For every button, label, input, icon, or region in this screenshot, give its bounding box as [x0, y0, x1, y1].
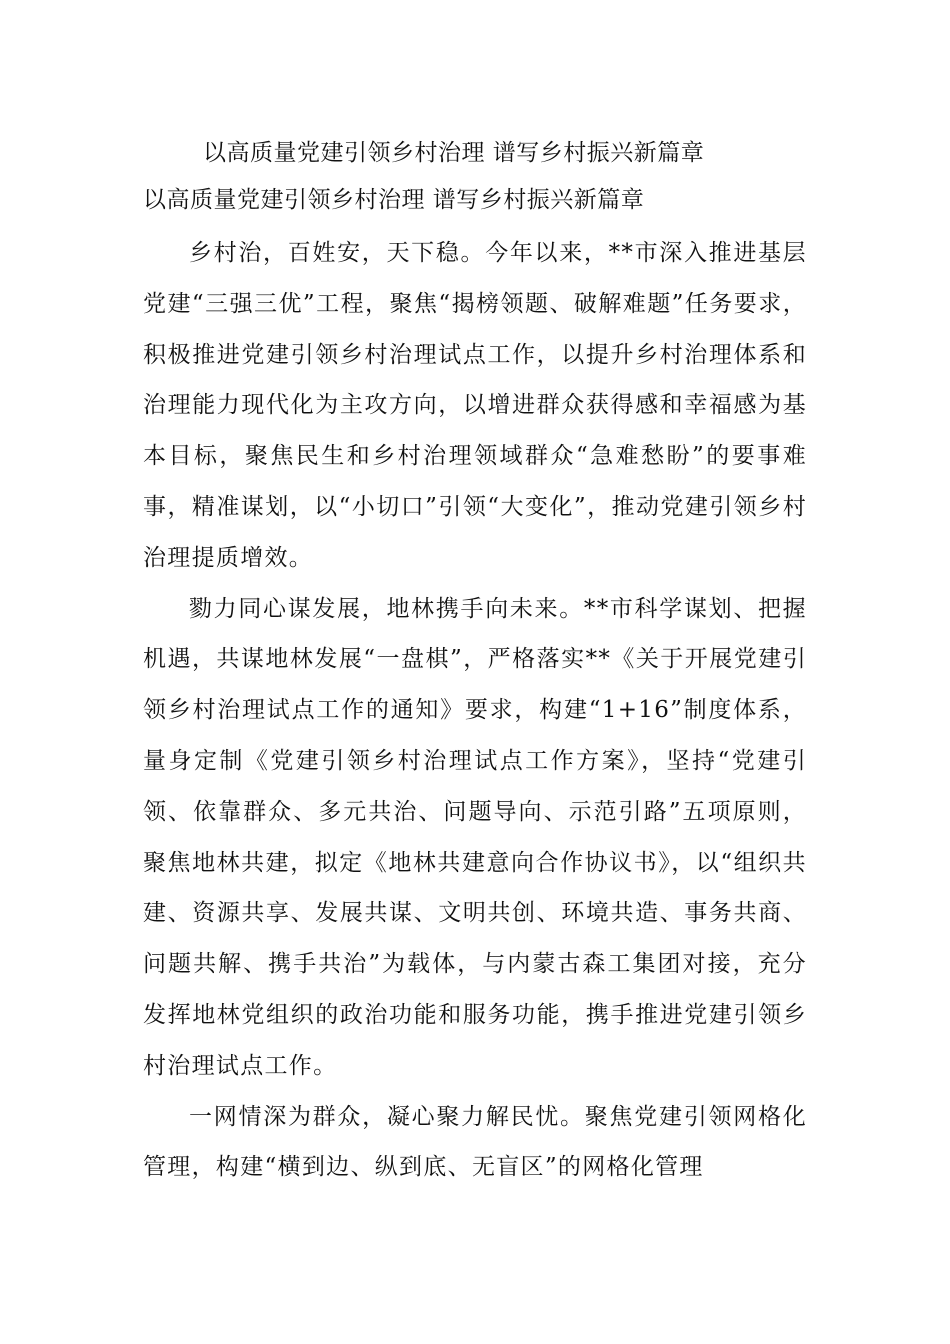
document-title: 以高质量党建引领乡村治理 谱写乡村振兴新篇章: [203, 140, 705, 166]
paragraph-1: 乡村治，百姓安，天下稳。今年以来，**市深入推进基层党建“三强三优”工程，聚焦“揭榜领题、破解难题”任务要求，积极推进党建引领乡村治理试点工作，以提升乡村治理体系和治理能力现代化为主攻方向，以增进群众获得感和幸福感为基本目标，聚焦民生和乡村治理领域群众“急难愁盼”的要事难事，精准谋划，以“小切口”引领“大变化”，推动党建引领乡村治理提质增效。: [143, 240, 807, 571]
document-body: [143, 228, 807, 1193]
paragraph-3: 一网情深为群众，凝心聚力解民忧。聚焦党建引领网格化管理，构建“横到边、纵到底、无盲区”的网格化管理: [143, 1103, 807, 1181]
paragraph-2: 勠力同心谋发展，地林携手向未来。**市科学谋划、把握机遇，共谋地林发展“一盘棋”，严格落实**《关于开展党建引领乡村治理试点工作的通知》要求，构建“1+16”制度体系，量身定制《党建引领乡村治理试点工作方案》，坚持“党建引领、依靠群众、多元共治、问题导向、示范引路”五项原则，聚焦地林共建，拟定《地林共建意向合作协议书》，以“组织共建、资源共享、发展共谋、文明共创、环境共造、事务共商、问题共解、携手共治”为载体，与内蒙古森工集团对接，充分发挥地林党组织的政治功能和服务功能，携手推进党建引领乡村治理试点工作。: [143, 595, 807, 1079]
document-subtitle: 以高质量党建引领乡村治理 谱写乡村振兴新篇章: [143, 187, 645, 213]
